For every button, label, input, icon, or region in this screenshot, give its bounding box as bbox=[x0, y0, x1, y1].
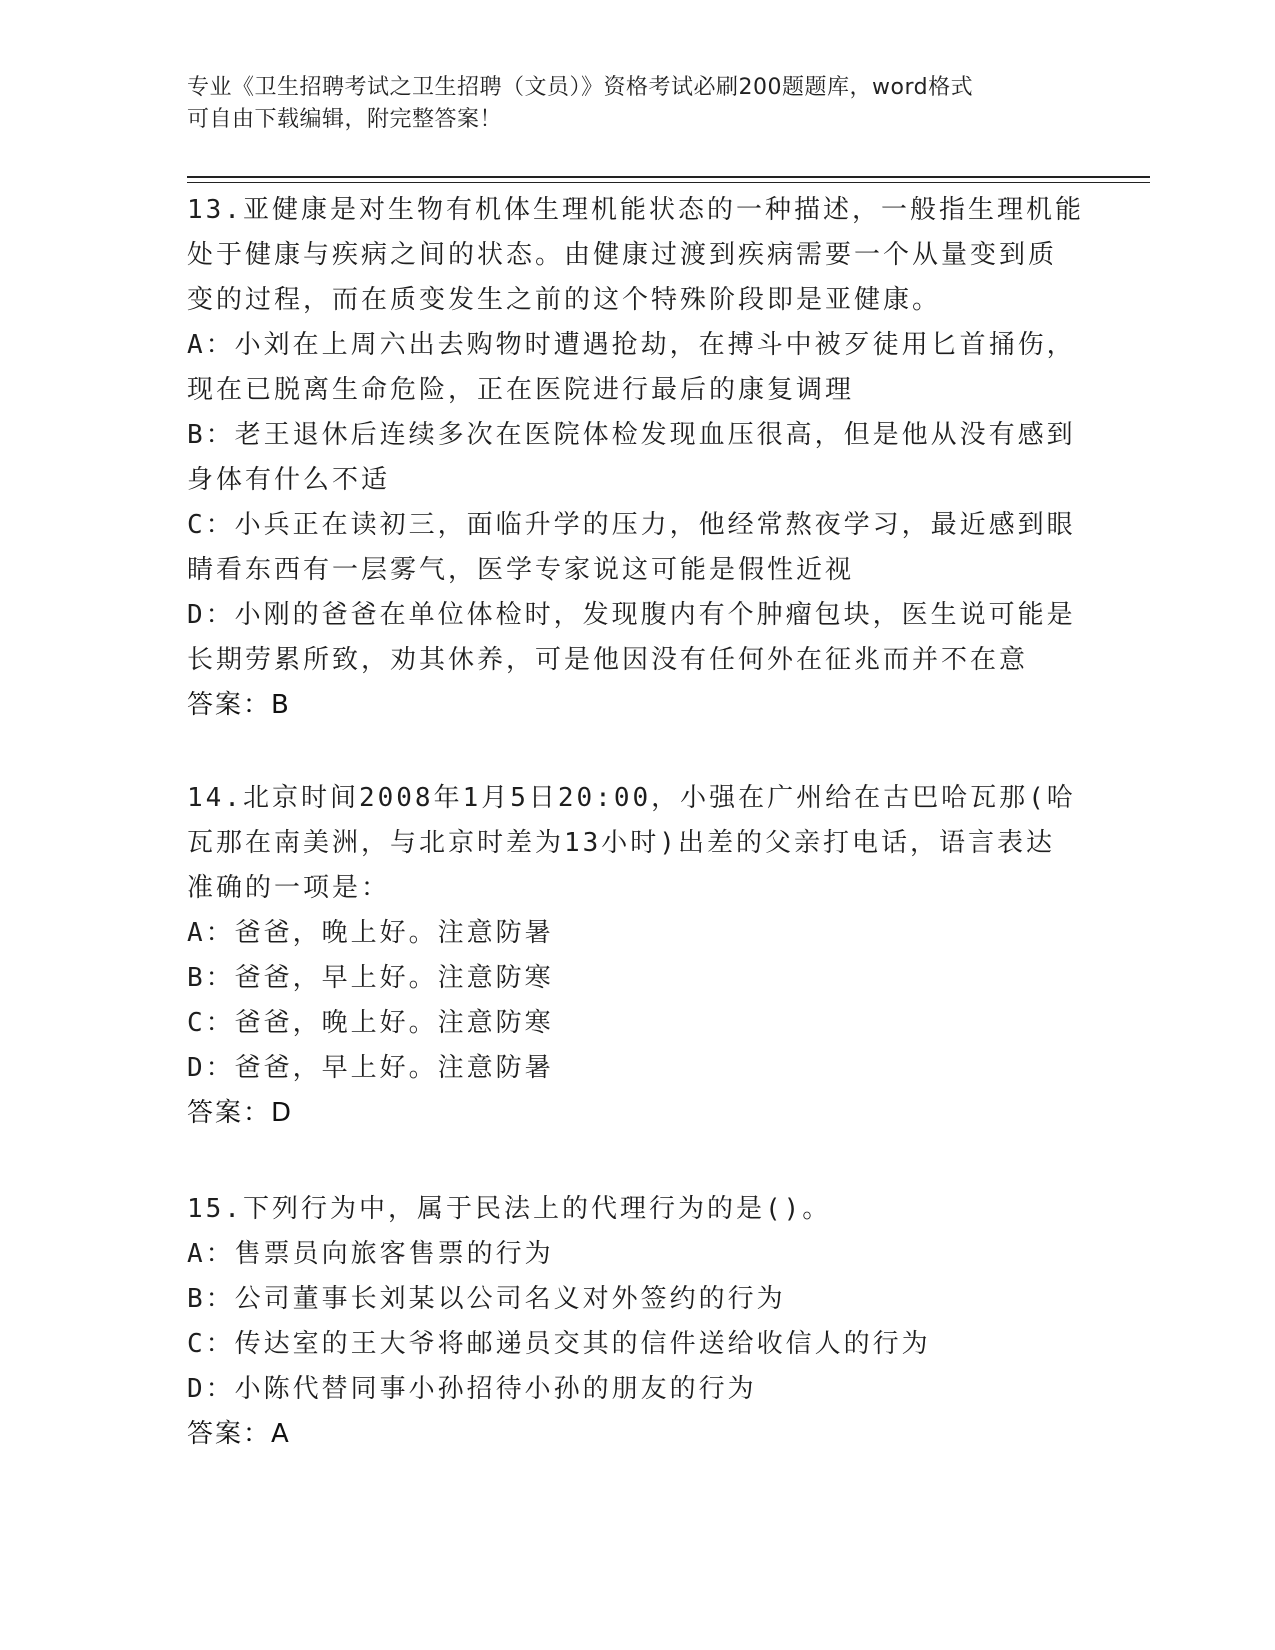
header-divider-thin bbox=[187, 182, 1150, 183]
question-stem-line: 处于健康与疾病之间的状态。由健康过渡到疾病需要一个从量变到质 bbox=[187, 240, 1058, 270]
option-c-line: C：爸爸，晚上好。注意防寒 bbox=[187, 1008, 554, 1038]
question-14 bbox=[187, 776, 1077, 1136]
question-stem-line: 14.北京时间2008年1月5日20:00，小强在广州给在古巴哈瓦那(哈 bbox=[187, 783, 1076, 813]
option-b-line: B：公司董事长刘某以公司名义对外签约的行为 bbox=[187, 1284, 786, 1314]
option-a-line: A：售票员向旅客售票的行为 bbox=[187, 1239, 554, 1269]
option-a-line: A：小刘在上周六出去购物时遭遇抢劫，在搏斗中被歹徒用匕首捅伤， bbox=[187, 330, 1076, 360]
question-13 bbox=[187, 188, 1084, 728]
answer-label: 答案：D bbox=[187, 1098, 294, 1128]
option-d-line: 长期劳累所致，劝其休养，可是他因没有任何外在征兆而并不在意 bbox=[187, 645, 1029, 675]
option-b-line: B：爸爸，早上好。注意防寒 bbox=[187, 963, 554, 993]
option-d-line: D：爸爸，早上好。注意防暑 bbox=[187, 1053, 554, 1083]
option-d-line: D：小陈代替同事小孙招待小孙的朋友的行为 bbox=[187, 1374, 757, 1404]
answer-label: 答案：B bbox=[187, 690, 291, 720]
question-15 bbox=[187, 1187, 1077, 1457]
header-title-line-2: 可自由下载编辑，附完整答案！ bbox=[187, 107, 503, 132]
option-b-line: 身体有什么不适 bbox=[187, 465, 391, 495]
question-stem-line: 13.亚健康是对生物有机体生理机能状态的一种描述，一般指生理机能 bbox=[187, 195, 1084, 225]
document-header bbox=[187, 72, 1077, 136]
answer-label: 答案：A bbox=[187, 1419, 291, 1449]
option-b-line: B：老王退休后连续多次在医院体检发现血压很高，但是他从没有感到 bbox=[187, 420, 1076, 450]
question-stem-line: 15.下列行为中，属于民法上的代理行为的是()。 bbox=[187, 1194, 832, 1224]
question-stem-line: 准确的一项是： bbox=[187, 873, 391, 903]
question-stem-line: 瓦那在南美洲，与北京时差为13小时)出差的父亲打电话，语言表达 bbox=[187, 828, 1055, 858]
header-divider-thick bbox=[187, 176, 1150, 178]
option-c-line: C：传达室的王大爷将邮递员交其的信件送给收信人的行为 bbox=[187, 1329, 931, 1359]
header-title-line-1: 专业《卫生招聘考试之卫生招聘（文员）》资格考试必刷200题题库，word格式 bbox=[187, 75, 974, 100]
option-d-line: D：小刚的爸爸在单位体检时，发现腹内有个肿瘤包块，医生说可能是 bbox=[187, 600, 1076, 630]
option-c-line: C：小兵正在读初三，面临升学的压力，他经常熬夜学习，最近感到眼 bbox=[187, 510, 1076, 540]
option-c-line: 睛看东西有一层雾气，医学专家说这可能是假性近视 bbox=[187, 555, 855, 585]
option-a-line: 现在已脱离生命危险，正在医院进行最后的康复调理 bbox=[187, 375, 855, 405]
question-stem-line: 变的过程，而在质变发生之前的这个特殊阶段即是亚健康。 bbox=[187, 285, 942, 315]
option-a-line: A：爸爸，晚上好。注意防暑 bbox=[187, 918, 554, 948]
